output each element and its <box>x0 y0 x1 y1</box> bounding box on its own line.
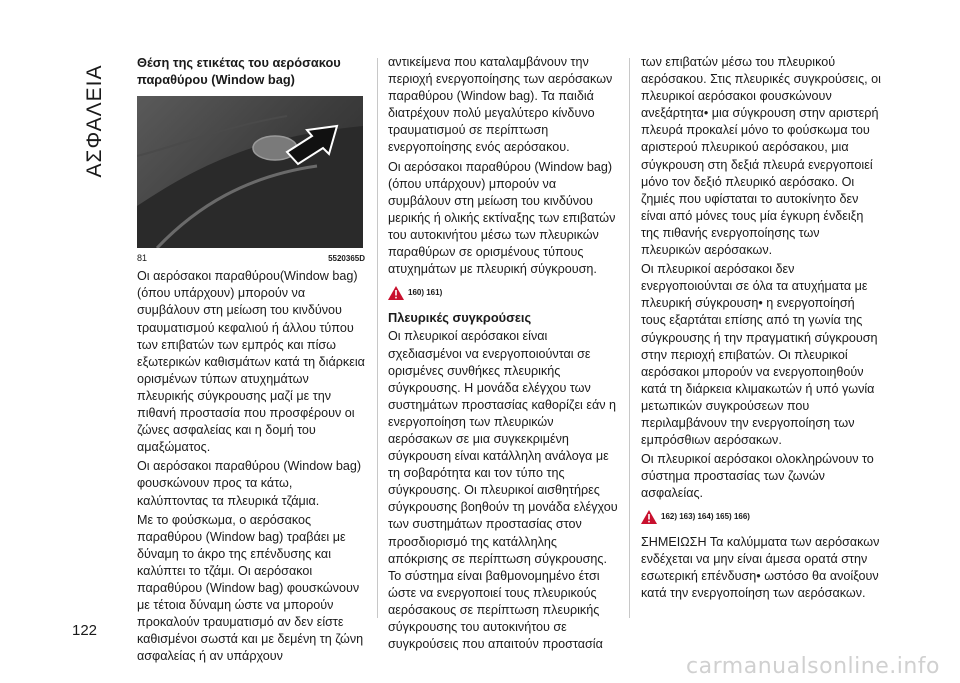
label-position-heading: Θέση της ετικέτας του αερόσακου παραθύρου (Window bag) <box>137 55 341 88</box>
paragraph: αντικείμενα που καταλαμβάνουν την περιοχή ενεργοποίησης των αερόσακων παραθύρου (Window bag). Τα παιδιά διατρέχουν πολύ μεγαλύτερο κίνδυνο τραυματισμού σε περίπτωση ενεργοποίησης ενός αερόσακου. <box>388 55 613 155</box>
paragraph: Οι αερόσακοι παραθύρου (Window bag) φουσκώνουν προς τα κάτω, καλύπτοντας τα πλευρικά τζάμια. <box>137 459 362 508</box>
column-2 <box>388 54 618 655</box>
figure-number: 81 <box>137 253 148 264</box>
warning-triangle-icon <box>388 286 404 300</box>
paragraph: Με το φούσκωμα, ο αερόσακος παραθύρου (Window bag) τραβάει με δύναμη το άκρο της επένδυσης και καλύπτει το τζάμι. Οι αερόσακοι παραθύρου (Window bag) φουσκώνουν με τέτοια δύναμη ώστε να μπορούν προκαλούν τραυματισμό αν δεν είστε καθισμένοι σωστά και με δεμένη τη ζώνη ασφαλείας ή αν υπάρχουν <box>137 512 364 664</box>
column-1 <box>137 54 365 667</box>
column-divider <box>629 58 630 618</box>
warning-refs: 162) 163) 164) 165) 166) <box>661 512 750 522</box>
column-divider <box>377 58 378 618</box>
figure-code: 5520365D <box>328 254 365 264</box>
warning-triangle-icon <box>641 510 657 524</box>
figure-caption <box>137 250 365 267</box>
window-bag-label-figure <box>137 96 363 248</box>
section-title: ΑΣΦΑΛΕΙΑ <box>83 64 106 178</box>
warning-references <box>641 508 881 525</box>
page-number: 122 <box>72 622 98 639</box>
note-paragraph: ΣΗΜΕΙΩΣΗ Τα καλύμματα των αερόσακων ενδέχεται να μην είναι άμεσα ορατά στην εσωτερική επένδυση• ωστόσο θα ανοίξουν κατά την ενεργοποίηση των αερόσακων. <box>641 534 880 600</box>
warning-refs: 160) 161) <box>408 288 443 298</box>
paragraph: Οι πλευρικοί αερόσακοι είναι σχεδιασμένοι να ενεργοποιούνται σε ορισμένες συνθήκες πλευρικής σύγκρουσης. Η μονάδα ελέγχου των συστημάτων προστασίας καθορίζει εάν η ενεργοποίηση των πλευρικών αερόσακων σε μια συγκεκριμένη σύγκρουση είναι κατάλληλη ανάλογα με τη σοβαρότητα και τον τύπο της σύγκρουσης. Οι πλευρικοί αισθητήρες σύγκρουσης βοηθούν τη μονάδα ελέγχου των συστημάτων προστασίας στον προσδιορισμό της κατάλληλης απόκρισης σε περίπτωση σύγκρουσης. Το σύστημα είναι βαθμονομημένο έτσι ώστε να ενεργοποιεί τους πλευρικούς αερόσακους σε περίπτωση πλευρικής σύγκρουσης του αυτοκινήτου σε συγκρούσεις που απαιτούν προστασία <box>388 329 618 652</box>
watermark: carmanualsonline.info <box>686 654 940 679</box>
side-impacts-heading: Πλευρικές συγκρούσεις <box>388 310 532 326</box>
paragraph: Οι αερόσακοι παραθύρου(Window bag) (όπου υπάρχουν) μπορούν να συμβάλουν στη μείωση του κινδύνου τραυματισμού κεφαλιού ή άλλου τύπου των επιβατών των εμπρός και πίσω εξωτερικών καθισμάτων κατά τη διάρκεια ορισμένων τύπων ατυχημάτων πλευρικής σύγκρουσης μαζί με την πιθανή προστασία που προσφέρουν οι ζώνες ασφαλείας και η δομή του αμαξώματος. <box>137 269 365 455</box>
paragraph: των επιβατών μέσω του πλευρικού αερόσακου. Στις πλευρικές συγκρούσεις, οι πλευρικοί αερόσακοι φουσκώνουν ανεξάρτητα• μια σύγκρουση στην αριστερή πλευρά προκαλεί μόνο το φούσκωμα του αριστερού πλευρικού αερόσακου, μια σύγκρουση στη δεξιά πλευρά ενεργοποιεί μόνο τον δεξιό πλευρικό αερόσακο. Οι ζημιές που υφίσταται το αυτοκίνητο δεν είναι από μόνες τους μία έγκυρη ένδειξη της πιθανής ενεργοποίησης των πλευρικών αερόσακων. <box>641 55 881 258</box>
paragraph: Οι πλευρικοί αερόσακοι δεν ενεργοποιούνται σε όλα τα ατυχήματα με πλευρική σύγκρουση• η ενεργοποίησή τους εξαρτάται επίσης από τη γωνία της σύγκρουσης ή την πραγματική σύγκρουση στην περιοχή επιβατών. Οι πλευρικοί αερόσακοι μπορούν να ενεργοποιηθούν κατά τη διάρκεια κλιμακωτών ή υπό γωνία μετωπικών συγκρούσεων που περιλαμβάνουν την ενεργοποίηση των εμπρόσθιων αερόσακων. <box>641 262 878 448</box>
figure-illustration <box>137 96 363 248</box>
paragraph: Οι πλευρικοί αερόσακοι ολοκληρώνουν το σύστημα προστασίας των ζωνών ασφαλείας. <box>641 452 874 501</box>
column-3 <box>641 54 881 604</box>
paragraph: Οι αερόσακοι παραθύρου (Window bag) (όπου υπάρχουν) μπορούν να συμβάλουν στη μείωση του κινδύνου μερικής ή ολικής εκτίναξης των επιβατών του αυτοκινήτου μέσω των πλευρικών παραθύρων σε ορισμένους τύπους ατυχημάτων με πλευρική σύγκρουση. <box>388 159 616 277</box>
section-tab <box>80 46 110 196</box>
warning-references <box>388 284 618 301</box>
